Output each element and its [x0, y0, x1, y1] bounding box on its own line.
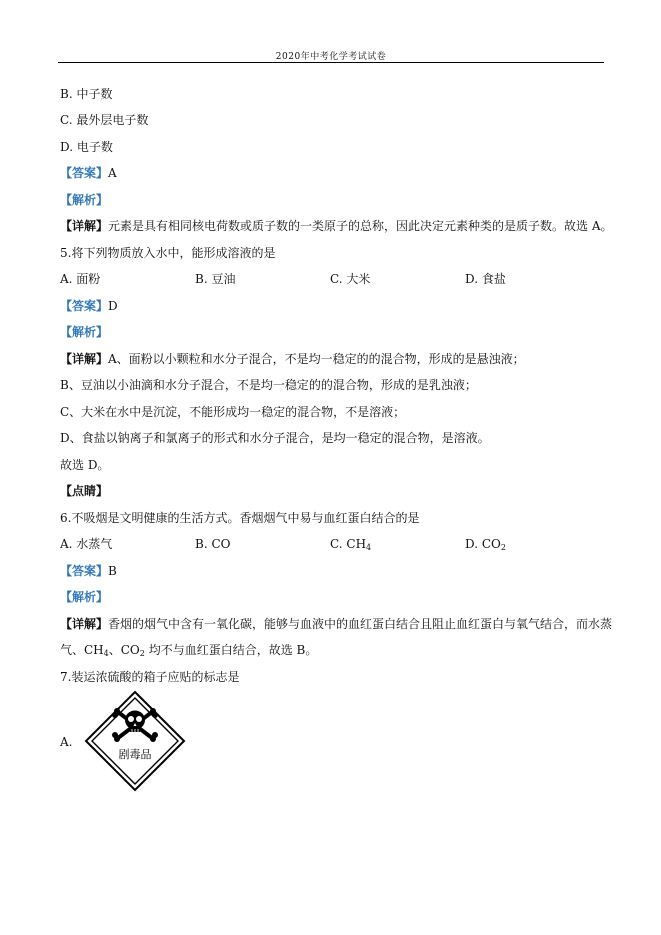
q5-answer — [60, 299, 118, 313]
answer-value: D — [108, 299, 118, 313]
detail-tag: 【详解】 — [60, 219, 109, 233]
q4-option-d: D. 电子数 — [60, 140, 113, 154]
q5-detail-a — [60, 352, 525, 366]
q5-option-b: B. 豆油 — [195, 272, 236, 286]
page-header: 2020年中考化学考试试卷 — [275, 52, 387, 62]
q4-option-c: C. 最外层电子数 — [60, 113, 149, 127]
q6-detail-line1 — [60, 617, 612, 631]
sign-label: 剧毒品 — [118, 748, 152, 761]
q5-detail-b: B、豆油以小油滴和水分子混合，不是均一稳定的的混合物，形成的是乳浊液； — [60, 378, 477, 392]
q6-option-b: B. CO — [195, 537, 231, 551]
q5-detail-c: C、大米在水中是沉淀，不能形成均一稳定的混合物，不是溶液； — [60, 405, 406, 419]
answer-value: B — [108, 564, 117, 578]
q6-question: 6.不吸烟是文明健康的生活方式。香烟烟气中易与血红蛋白结合的是 — [60, 511, 420, 525]
q5-analysis-tag — [60, 325, 108, 339]
answer-tag: 【答案】 — [60, 299, 109, 313]
answer-tag: 【答案】 — [60, 564, 109, 578]
q6-analysis-tag — [60, 590, 108, 604]
subscript: 4 — [103, 649, 109, 658]
analysis-tag: 【解析】 — [60, 193, 109, 207]
q4-analysis-tag — [60, 193, 108, 207]
answer-value: A — [108, 166, 117, 180]
analysis-tag: 【解析】 — [60, 590, 109, 604]
toxic-hazard-sign — [84, 690, 186, 792]
q5-conclusion: 故选 D。 — [60, 458, 110, 472]
q5-option-a: A. 面粉 — [60, 272, 101, 286]
option-text: C. CH — [330, 537, 367, 551]
detail-text: 香烟的烟气中含有一氧化碳，能够与血液中的血红蛋白结合且阻止血红蛋白与氧气结合，而水蒸 — [108, 617, 613, 631]
q4-detail — [60, 219, 613, 233]
q6-option-d — [465, 537, 506, 551]
q5-option-d: D. 食盐 — [465, 272, 506, 286]
q7-option-a-label: A. — [60, 735, 73, 749]
option-text: D. CO — [465, 537, 501, 551]
detail-text: 元素是具有相同核电荷数或质子数的一类原子的总称，因此决定元素种类的是质子数。故选 A。 — [108, 219, 613, 233]
comment-tag: 【点睛】 — [60, 484, 109, 498]
q6-option-a: A. 水蒸气 — [60, 537, 113, 551]
detail-text: A、面粉以小颗粒和水分子混合，不是均一稳定的的混合物，形成的是悬浊液； — [108, 352, 525, 366]
detail-text: 气、CH — [60, 643, 104, 657]
header-rule — [58, 62, 604, 63]
q4-answer — [60, 166, 117, 180]
subscript: 2 — [139, 649, 145, 658]
analysis-tag: 【解析】 — [60, 325, 109, 339]
q5-question: 5.将下列物质放入水中，能形成溶液的是 — [60, 246, 276, 260]
subscript: 2 — [500, 543, 506, 552]
q5-comment-tag — [60, 484, 108, 498]
q7-question: 7.装运浓硫酸的箱子应贴的标志是 — [60, 670, 240, 684]
skull-crossbones-icon — [84, 690, 186, 792]
detail-tag: 【详解】 — [60, 352, 109, 366]
answer-tag: 【答案】 — [60, 166, 109, 180]
q6-answer — [60, 564, 117, 578]
subscript: 4 — [366, 543, 372, 552]
q4-option-b: B. 中子数 — [60, 87, 113, 101]
detail-text: 、CO — [108, 643, 140, 657]
detail-tag: 【详解】 — [60, 617, 109, 631]
q5-option-c: C. 大米 — [330, 272, 371, 286]
q6-option-c — [330, 537, 371, 551]
q5-detail-d: D、食盐以钠离子和氯离子的形式和水分子混合，是均一稳定的混合物，是溶液。 — [60, 431, 490, 445]
detail-text: 均不与血红蛋白结合，故选 B。 — [144, 643, 318, 657]
q6-detail-line2 — [60, 643, 317, 657]
